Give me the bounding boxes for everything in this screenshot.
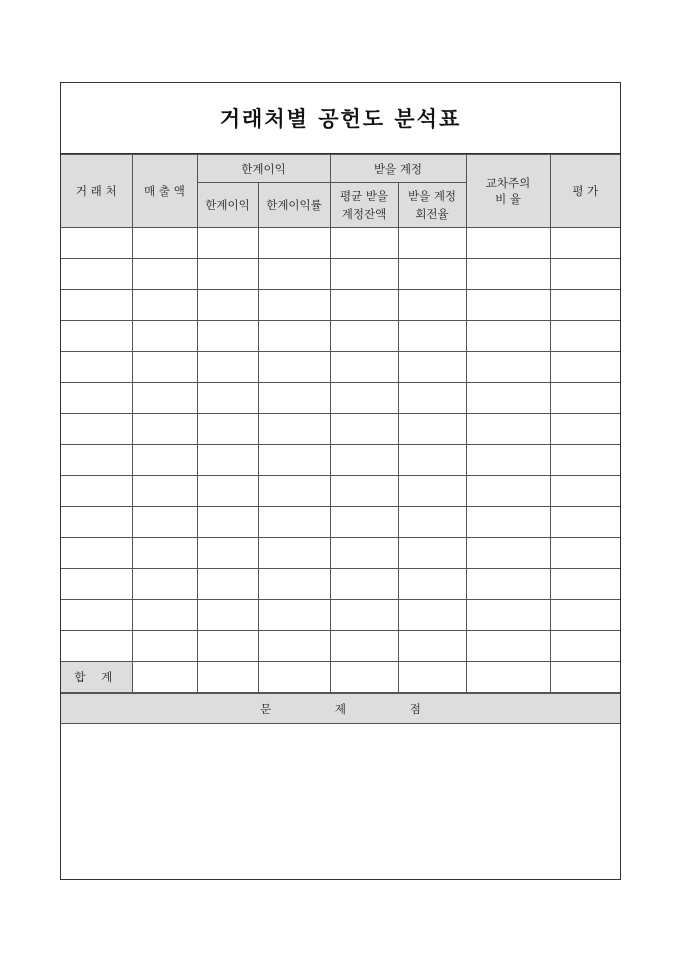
table-cell[interactable] bbox=[398, 600, 466, 631]
table-cell[interactable] bbox=[197, 321, 258, 352]
table-row bbox=[61, 383, 620, 414]
table-cell[interactable] bbox=[197, 600, 258, 631]
form-title: 거래처별 공헌도 분석표 bbox=[61, 83, 620, 154]
table-cell[interactable] bbox=[466, 228, 550, 259]
table-cell[interactable] bbox=[258, 569, 330, 600]
table-cell[interactable] bbox=[197, 228, 258, 259]
table-cell[interactable] bbox=[197, 383, 258, 414]
table-cell[interactable] bbox=[61, 538, 132, 569]
table-cell[interactable] bbox=[258, 290, 330, 321]
table-cell[interactable] bbox=[132, 290, 197, 321]
table-cell[interactable] bbox=[330, 352, 398, 383]
table-cell[interactable] bbox=[550, 259, 620, 290]
table-cell[interactable] bbox=[258, 228, 330, 259]
table-cell[interactable] bbox=[61, 321, 132, 352]
total-label: 합 계 bbox=[61, 662, 132, 693]
total-cell[interactable] bbox=[398, 662, 466, 693]
table-cell[interactable] bbox=[398, 259, 466, 290]
table-cell[interactable] bbox=[132, 476, 197, 507]
table-cell[interactable] bbox=[197, 259, 258, 290]
table-cell[interactable] bbox=[466, 631, 550, 662]
table-row bbox=[61, 290, 620, 321]
table-row bbox=[61, 228, 620, 259]
table-cell[interactable] bbox=[466, 383, 550, 414]
table-cell[interactable] bbox=[330, 538, 398, 569]
table-cell[interactable] bbox=[197, 290, 258, 321]
table-row bbox=[61, 259, 620, 290]
table-cell[interactable] bbox=[61, 290, 132, 321]
table-cell[interactable] bbox=[398, 383, 466, 414]
table-cell[interactable] bbox=[398, 538, 466, 569]
table-cell[interactable] bbox=[258, 476, 330, 507]
table-row bbox=[61, 352, 620, 383]
table-cell[interactable] bbox=[132, 538, 197, 569]
header-sales: 매 출 액 bbox=[132, 155, 197, 228]
table-cell[interactable] bbox=[197, 569, 258, 600]
table-cell[interactable] bbox=[61, 631, 132, 662]
table-cell[interactable] bbox=[466, 507, 550, 538]
table-cell[interactable] bbox=[330, 383, 398, 414]
table-cell[interactable] bbox=[550, 352, 620, 383]
table-cell[interactable] bbox=[398, 352, 466, 383]
total-cell[interactable] bbox=[258, 662, 330, 693]
table-cell[interactable] bbox=[330, 228, 398, 259]
table-cell[interactable] bbox=[330, 259, 398, 290]
table-cell[interactable] bbox=[197, 445, 258, 476]
table-cell[interactable] bbox=[132, 445, 197, 476]
table-row bbox=[61, 631, 620, 662]
table-cell[interactable] bbox=[550, 600, 620, 631]
total-cell[interactable] bbox=[197, 662, 258, 693]
table-cell[interactable] bbox=[61, 228, 132, 259]
table-cell[interactable] bbox=[550, 476, 620, 507]
header-cross-ratio-line2: 비 율 bbox=[495, 192, 521, 206]
table-cell[interactable] bbox=[61, 507, 132, 538]
header-cross-ratio-line1: 교차주의 bbox=[485, 176, 531, 190]
table-cell[interactable] bbox=[466, 600, 550, 631]
header-avg-receivable-line1: 평균 받을 bbox=[339, 189, 389, 203]
table-cell[interactable] bbox=[330, 631, 398, 662]
analysis-sheet bbox=[60, 82, 621, 880]
header-evaluation: 평 가 bbox=[550, 155, 620, 228]
table-cell[interactable] bbox=[550, 507, 620, 538]
table-cell[interactable] bbox=[61, 476, 132, 507]
table-cell[interactable] bbox=[330, 507, 398, 538]
table-cell[interactable] bbox=[466, 569, 550, 600]
table-cell[interactable] bbox=[330, 476, 398, 507]
header-cross-ratio bbox=[466, 155, 550, 228]
table-cell[interactable] bbox=[550, 228, 620, 259]
table-cell[interactable] bbox=[197, 631, 258, 662]
table-cell[interactable] bbox=[466, 290, 550, 321]
table-cell[interactable] bbox=[61, 569, 132, 600]
table-row bbox=[61, 476, 620, 507]
header-turnover bbox=[398, 183, 466, 228]
table-cell[interactable] bbox=[398, 228, 466, 259]
table-cell[interactable] bbox=[398, 414, 466, 445]
table-cell[interactable] bbox=[398, 290, 466, 321]
table-cell[interactable] bbox=[132, 569, 197, 600]
table-cell[interactable] bbox=[258, 383, 330, 414]
header-receivable-group: 받을 계정 bbox=[330, 155, 466, 183]
table-cell[interactable] bbox=[466, 259, 550, 290]
table-cell[interactable] bbox=[550, 538, 620, 569]
header-turnover-line1: 받을 계정 bbox=[407, 189, 457, 203]
table-cell[interactable] bbox=[466, 414, 550, 445]
table-cell[interactable] bbox=[330, 414, 398, 445]
table-row bbox=[61, 445, 620, 476]
table-cell[interactable] bbox=[132, 228, 197, 259]
table-cell[interactable] bbox=[61, 445, 132, 476]
table-cell[interactable] bbox=[550, 631, 620, 662]
total-cell[interactable] bbox=[330, 662, 398, 693]
table-cell[interactable] bbox=[132, 321, 197, 352]
table-cell[interactable] bbox=[132, 631, 197, 662]
table-cell[interactable] bbox=[61, 259, 132, 290]
table-cell[interactable] bbox=[330, 445, 398, 476]
table-cell[interactable] bbox=[61, 600, 132, 631]
header-turnover-line2: 회전율 bbox=[415, 207, 449, 221]
header-margin-rate: 한계이익률 bbox=[258, 183, 330, 228]
table-cell[interactable] bbox=[550, 290, 620, 321]
analysis-table bbox=[61, 154, 620, 693]
table-cell[interactable] bbox=[550, 321, 620, 352]
table-cell[interactable] bbox=[398, 476, 466, 507]
total-row bbox=[61, 662, 620, 693]
table-cell[interactable] bbox=[550, 445, 620, 476]
table-cell[interactable] bbox=[132, 259, 197, 290]
total-cell[interactable] bbox=[132, 662, 197, 693]
total-cell[interactable] bbox=[466, 662, 550, 693]
header-margin-group: 한계이익 bbox=[197, 155, 330, 183]
problems-area[interactable] bbox=[61, 724, 620, 865]
table-row bbox=[61, 414, 620, 445]
table-cell[interactable] bbox=[330, 321, 398, 352]
table-cell[interactable] bbox=[132, 383, 197, 414]
table-cell[interactable] bbox=[258, 352, 330, 383]
table-cell[interactable] bbox=[398, 631, 466, 662]
table-cell[interactable] bbox=[550, 383, 620, 414]
table-row bbox=[61, 507, 620, 538]
header-margin: 한계이익 bbox=[197, 183, 258, 228]
table-cell[interactable] bbox=[258, 538, 330, 569]
table-cell[interactable] bbox=[330, 569, 398, 600]
header-avg-receivable-line2: 계정잔액 bbox=[341, 207, 387, 221]
table-cell[interactable] bbox=[197, 414, 258, 445]
table-cell[interactable] bbox=[466, 352, 550, 383]
table-cell[interactable] bbox=[550, 569, 620, 600]
table-cell[interactable] bbox=[466, 538, 550, 569]
table-cell[interactable] bbox=[132, 600, 197, 631]
table-row bbox=[61, 569, 620, 600]
table-cell[interactable] bbox=[466, 476, 550, 507]
header-avg-receivable bbox=[330, 183, 398, 228]
table-cell[interactable] bbox=[330, 290, 398, 321]
table-cell[interactable] bbox=[197, 476, 258, 507]
header-vendor: 거 래 처 bbox=[61, 155, 132, 228]
table-row bbox=[61, 600, 620, 631]
table-cell[interactable] bbox=[197, 352, 258, 383]
total-cell[interactable] bbox=[550, 662, 620, 693]
table-cell[interactable] bbox=[398, 569, 466, 600]
problems-header: 문 제 점 bbox=[61, 693, 620, 724]
table-cell[interactable] bbox=[550, 414, 620, 445]
table-cell[interactable] bbox=[258, 631, 330, 662]
table-cell[interactable] bbox=[258, 321, 330, 352]
table-row bbox=[61, 321, 620, 352]
table-cell[interactable] bbox=[398, 507, 466, 538]
table-cell[interactable] bbox=[197, 507, 258, 538]
table-row bbox=[61, 538, 620, 569]
table-cell[interactable] bbox=[466, 445, 550, 476]
table-cell[interactable] bbox=[197, 538, 258, 569]
table-cell[interactable] bbox=[258, 445, 330, 476]
table-cell[interactable] bbox=[132, 414, 197, 445]
table-cell[interactable] bbox=[61, 414, 132, 445]
table-cell[interactable] bbox=[258, 507, 330, 538]
table-cell[interactable] bbox=[132, 507, 197, 538]
table-cell[interactable] bbox=[61, 383, 132, 414]
table-cell[interactable] bbox=[258, 414, 330, 445]
table-cell[interactable] bbox=[330, 600, 398, 631]
table-cell[interactable] bbox=[132, 352, 197, 383]
table-cell[interactable] bbox=[258, 259, 330, 290]
table-cell[interactable] bbox=[466, 321, 550, 352]
table-cell[interactable] bbox=[398, 321, 466, 352]
table-cell[interactable] bbox=[258, 600, 330, 631]
table-cell[interactable] bbox=[398, 445, 466, 476]
table-cell[interactable] bbox=[61, 352, 132, 383]
